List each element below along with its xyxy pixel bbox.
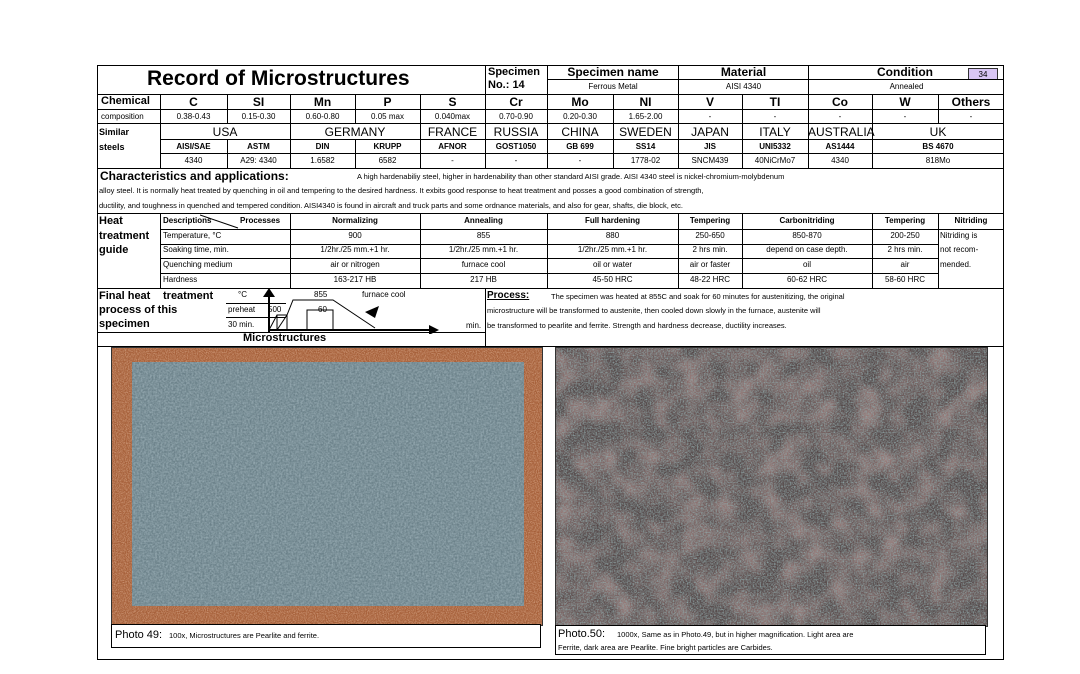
characteristics-line-2: alloy steel. It is normally heat treated by quenching in oil and tempering to the desired hardness. It exbits good response to heat treatment and posses a good combination of strength,: [99, 186, 704, 195]
guide-value: 1/2hr./25 mm.+1 hr.: [448, 245, 519, 254]
guide-value: 200-250: [890, 231, 920, 240]
guide-value: 1/2hr./25 mm.+1 hr.: [577, 245, 648, 254]
country-name: RUSSIA: [493, 125, 539, 139]
guide-value: 2 hrs min.: [887, 245, 923, 254]
characteristics-line-1: A high hardenabiliy steel, higher in hardenability than other standard AISI grade. AISI 4340 steel is nickel-chromium-molybdenum: [357, 172, 785, 181]
element-symbol: Mo: [571, 95, 589, 109]
final-heat-treatment-label: treatment: [163, 290, 214, 302]
page-badge: 34: [968, 68, 998, 80]
guide-value: oil: [802, 260, 811, 269]
guide-row-label: Quenching medium: [163, 260, 233, 269]
guide-value: air or nitrogen: [330, 260, 380, 269]
element-value: -: [838, 112, 842, 121]
guide-value: air or faster: [689, 260, 731, 269]
heat-treatment-diagram: [225, 288, 485, 334]
specimen-label-2: specimen: [99, 318, 150, 330]
steel-standard: KRUPP: [373, 142, 402, 151]
steel-grade: A29: 4340: [240, 156, 277, 165]
steel-standard: GB 699: [566, 142, 594, 151]
photo-49-micrograph: [111, 347, 543, 626]
process-header: Normalizing: [332, 216, 378, 225]
country-name: ITALY: [759, 125, 791, 139]
nitriding-note: not recom-: [940, 245, 979, 254]
country-name: JAPAN: [691, 125, 729, 139]
steel-grade: 1778-02: [630, 156, 661, 165]
element-symbol: C: [189, 95, 198, 109]
process-line-3: be transformed to pearlite and ferrite. Strength and hardness decrease, ductility increases.: [487, 321, 787, 330]
element-symbol: Mn: [313, 95, 332, 109]
specimen-name-label: Specimen name: [567, 65, 659, 79]
guide-row-label: Temperature, °C: [163, 231, 222, 240]
guide-value: air: [900, 260, 910, 269]
photo-49-label: Photo 49:: [115, 629, 163, 641]
specimen-name-value: Ferrous Metal: [588, 82, 638, 91]
element-value: -: [969, 112, 973, 121]
guide-row-label: Hardness: [163, 275, 198, 284]
nitriding-note: mended.: [940, 260, 972, 269]
photo-49-caption-box: [111, 624, 541, 648]
element-symbol: NI: [639, 95, 652, 109]
composition-row-label: composition: [101, 112, 144, 121]
element-symbol: SI: [252, 95, 265, 109]
element-value: -: [903, 112, 907, 121]
similar-label: Similar: [99, 127, 130, 137]
steel-standard: BS 4670: [922, 142, 954, 151]
steel-grade: -: [578, 156, 582, 165]
country-name: GERMANY: [324, 125, 386, 139]
guide-label: guide: [99, 244, 129, 256]
guide-value: 2 hrs min.: [692, 245, 728, 254]
guide-value: 1/2hr./25 mm.+1 hr.: [320, 245, 390, 254]
characteristics-line-3: ductility, and toughness in quenched and tempered condition. AISI4340 is found in aircraft and truck parts and some ordnance materials, and also for gear, shafts, die block, etc.: [99, 201, 683, 210]
characteristics-heading: Characteristics and applications:: [100, 169, 289, 183]
treatment-label: treatment: [99, 230, 150, 242]
diagram-temp: 855: [314, 290, 328, 299]
diagram-preheat-time: 30 min.: [228, 320, 255, 329]
guide-value: 217 HB: [470, 275, 497, 284]
processes-label: Processes: [240, 216, 281, 225]
guide-value: 250-650: [695, 231, 725, 240]
guide-value: furnace cool: [461, 260, 506, 269]
guide-value: 880: [605, 231, 620, 240]
material-label: Material: [720, 65, 767, 79]
nitriding-note: Nitriding is: [940, 231, 978, 240]
steel-grade: 4340: [831, 156, 849, 165]
element-value: 0.05 max: [371, 112, 404, 121]
steel-grade: 4340: [184, 156, 203, 165]
heat-label: Heat: [99, 215, 123, 227]
steel-standard: DIN: [315, 142, 330, 151]
specimen-number: No.: 14: [488, 79, 525, 91]
photo-49-caption: 100x, Microstructures are Pearlite and ferrite.: [169, 631, 320, 640]
element-value: -: [773, 112, 777, 121]
country-name: UK: [929, 125, 947, 139]
steel-standard: JIS: [703, 142, 716, 151]
element-symbol: TI: [769, 95, 781, 109]
photo-50-caption-1: 1000x, Same as in Photo.49, but in higher magnification. Light area are: [617, 630, 854, 639]
element-symbol: V: [705, 95, 714, 109]
diagonal-divider: [200, 214, 240, 230]
guide-value: 855: [476, 231, 491, 240]
steel-standard: AISI/SAE: [176, 142, 211, 151]
element-value: 1.65-2.00: [628, 112, 663, 121]
guide-value: 45-50 HRC: [592, 275, 633, 284]
element-value: 0.70-0.90: [499, 112, 533, 121]
page-title: Record of Microstructures: [147, 67, 410, 90]
process-header: Nitriding: [954, 216, 988, 225]
steel-grade: SNCM439: [691, 156, 729, 165]
element-value: 0.60-0.80: [305, 112, 340, 121]
country-name: USA: [212, 125, 238, 139]
country-name: FRANCE: [427, 125, 478, 139]
process-header: Carbonitriding: [779, 216, 835, 225]
guide-row-label: Soaking time, min.: [163, 245, 229, 254]
country-name: SWEDEN: [619, 125, 672, 139]
element-symbol: P: [383, 95, 392, 109]
descriptions-label: Descriptions: [163, 216, 212, 225]
country-name: CHINA: [561, 125, 599, 139]
process-line-2: microstructure will be transformed to austenite, then cooled down slowly in the furnace, austenite will: [487, 306, 821, 315]
element-symbol: W: [899, 95, 911, 109]
steel-grade: 1.6582: [310, 156, 335, 165]
country-name: AUSTRALIA: [808, 125, 875, 139]
photo-50-micrograph: [555, 347, 988, 627]
process-header: Annealing: [464, 216, 503, 225]
element-value: 0.20-0.30: [563, 112, 597, 121]
steel-standard: AFNOR: [438, 142, 467, 151]
guide-value: depend on case depth.: [766, 245, 848, 254]
steel-grade: 40NiCrMo7: [754, 156, 796, 165]
steel-standard: ASTM: [247, 142, 270, 151]
guide-value: 163-217 HB: [333, 275, 377, 284]
steel-grade: -: [514, 156, 518, 165]
photo-50-caption-box: [555, 625, 986, 655]
chemical-row-label: Chemical: [101, 95, 150, 107]
element-value: -: [708, 112, 712, 121]
element-value: 0.040max: [434, 112, 471, 121]
diagram-time: 60: [318, 305, 327, 314]
steel-standard: AS1444: [825, 142, 855, 151]
material-value: AISI 4340: [725, 82, 762, 91]
steel-grade: 6582: [378, 156, 397, 165]
process-header: Tempering: [884, 216, 926, 225]
guide-value: 58-60 HRC: [884, 275, 925, 284]
process-heading: Process:: [487, 290, 530, 301]
guide-value: oil or water: [592, 260, 633, 269]
photo-50-label: Photo.50:: [558, 628, 606, 640]
steel-grade: -: [451, 156, 454, 165]
element-symbol: S: [448, 95, 457, 109]
guide-value: 48-22 HRC: [689, 275, 730, 284]
process-of-this-label: process of this: [99, 304, 178, 316]
guide-value: 900: [348, 231, 362, 240]
condition-value: Annealed: [889, 82, 924, 91]
process-header: Tempering: [689, 216, 731, 225]
element-symbol: Co: [832, 95, 848, 109]
element-value: 0.15-0.30: [241, 112, 276, 121]
photo-50-caption-2: Ferrite, dark area are Pearlite. Fine bright particles are Carbides.: [558, 643, 773, 652]
steel-standard: SS14: [635, 142, 656, 151]
microstructures-heading: Microstructures: [243, 332, 327, 344]
specimen-label: Specimen: [488, 66, 540, 78]
element-value: 0.38-0.43: [176, 112, 211, 121]
diagram-axis-unit: min.: [466, 321, 482, 330]
steel-standard: UNI5332: [759, 142, 791, 151]
process-line-1: The specimen was heated at 855C and soak for 60 minutes for austenitizing, the original: [551, 292, 845, 301]
element-symbol: Cr: [509, 95, 523, 109]
guide-value: 60-62 HRC: [786, 275, 827, 284]
condition-label: Condition: [877, 65, 933, 79]
steels-label: steels: [99, 142, 125, 152]
diagram-unit: °C: [238, 290, 247, 299]
diagram-preheat-temp: 500: [268, 305, 282, 314]
steel-grade: 818Mo: [925, 156, 951, 165]
diagram-cool-label: furnace cool: [362, 290, 406, 299]
final-heat-label: Final heat: [99, 290, 151, 302]
steel-standard: GOST1050: [495, 142, 537, 151]
guide-value: 850-870: [792, 231, 822, 240]
element-symbol: Others: [951, 95, 991, 109]
process-header: Full hardening: [584, 216, 641, 225]
diagram-preheat: preheat: [228, 305, 256, 314]
